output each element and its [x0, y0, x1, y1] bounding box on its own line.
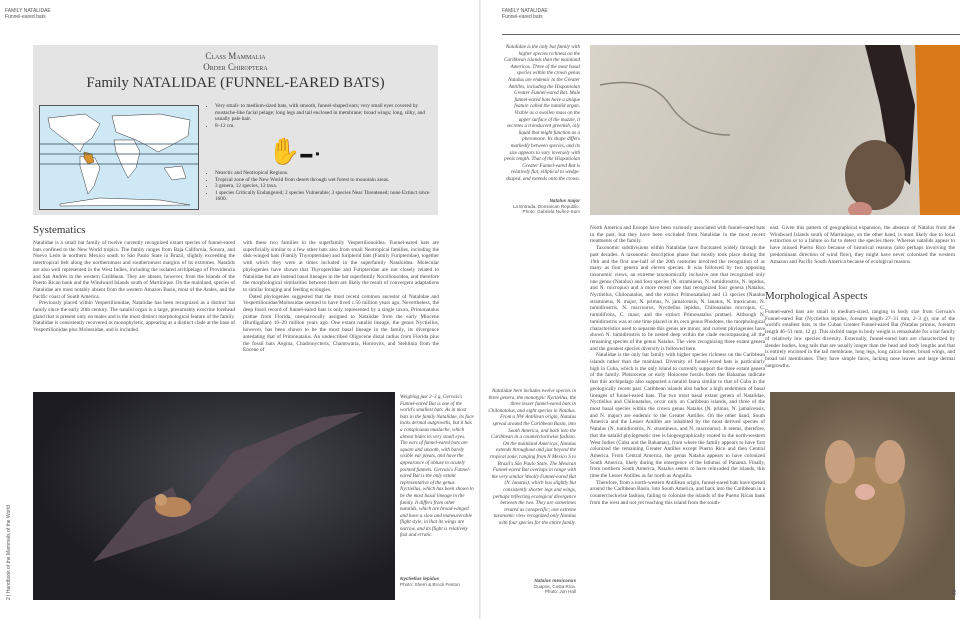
page-folio-left: 2 | Handbook of the Mammals of the World: [6, 505, 12, 600]
photo-credit-block: [400, 576, 474, 587]
photo-credit: Photo: Sherri & Brock Fenton: [400, 581, 460, 587]
fact-item: • 1 species Critically Endangered; 2 species Vulnerable; 3 species Near Threatened; none Extinct since 1600.: [215, 190, 433, 203]
bat-hanging-icon: [590, 45, 960, 215]
paragraph: Dated phylogenies suggested that the most recent common ancestor of Natalidae and Vespertilionidae/Molossidae seemed to have lived c.50 million years ago. Nevertheless, the deep fossil record of funnel-eared bats is only represented by a single taxon, Primonatalus prattae from Florida, unequivocally assigned to Natalidae from the early Miocene (Burdigalian) 16–20 million years ago. One extant natalid lineage, the genus Nyctiellus, however, has been shown to be the most basal lineage in the family, its divergence antedating that of Primonatalus. An undescribed Oligocene distal radius from Florida plus the fossil bats Aegina, Chadronycteris, Chamtwaria, Honrovits, and Stehlinia from the Eocene of: [243, 293, 439, 354]
text-column-right-1: [590, 225, 765, 607]
running-head-subtitle: Funnel-eared bats: [502, 14, 543, 20]
photo-flying-bat: [33, 392, 395, 600]
paragraph: Natalidae is a small bat family of twelve currently recognized extant species of funnel-eared bats confined to the New World tropics. The family ranges from Baja California, Sonora, and Nuevo León in northern Mexico south to São Paulo State in Brazil, slightly exceeding the intertropical belt along the northernmost and southernmost margins of its extremes. Natalids are also well represented in the West Indies, including the isolated archipelago of Providencia and San Andrés in the western Caribbean. They are absent, however, from the islands of the Puerto Rican bank and the Windward Islands south of Martinique. On the mainland, species of Natalidae are most notably absent from the western Amazon Basin, most of the Andes, and the Pacific coast of South America.: [33, 240, 235, 300]
fact-item: • 8–12 cm.: [215, 123, 433, 130]
photo-caption: Weighing just 2–3 g, Gervais's Funnel-eared Bat is one of the world's smallest bats. As in most bats in the family Natalidae, its face lacks dermal outgrowths, but it has a conspicuous mustache, which almost hides its very small eyes. The ears of funnel-eared bats are square and smooth, with barely visible ear pleats, and have the appearance of obtuse to acutely pointed funnels. Gervais's Funnel-eared Bat is the only extant representative of the genus Nyctiellus, which has been shown to be the most basal lineage in the family. It differs from other natalids, which are broad-winged and have a slow and maneuverable flight style, in that its wings are narrow, and its flight is relatively fast and erratic.: [400, 394, 474, 539]
family-title: Family NATALIDAE (FUNNEL-EARED BATS): [86, 75, 385, 91]
distribution-map: [39, 105, 199, 210]
running-head-left: [5, 8, 51, 20]
paragraph: Natalidae is the only bat family with higher species richness on the Caribbean islands rather than the mainland. Diversity of funnel-eared bats is particularly high in Cuba, which is the only island to currently support the three extant genera of the family. Pleistocene or early Holocene fossils from the Bahamas indicate that this archipelago also supported a natalid fauna similar to that of Cuba in the geologically recent past. Caribbean islands also harbor a high endemism of basal lineages of funnel-eared bats. The two most basal extant genera of Natalidae, Nyctiellus and Chilonatalus, occur only on Caribbean islands, and three of the most basal species within the crown genus Natalus (N. primus, N. jamaicensis, and N. major) are endemic to the Greater Antilles. On the other hand, South America and the Lesser Antilles are inhabited by the most derived species of Natalus (N. tumidirostris, N. stramineus, and N. macrourus). It seems, therefore, that the natalid phylogenetic tree is biogeographically rooted in the north-western West Indies (Cuba and the Bahamas), from where the family appears to have first colonized the remaining Greater Antilles except Puerto Rico and then Central America. From Central America, the genus Natalus appears to have colonized South America, likely during the emergence of the Isthmus of Panama. Finally, from northern South America, Natalus seems to have reinvaded the islands, this time the Lesser Antilles as far north as Anguilla.: [590, 352, 765, 480]
species-name: Nyctiellus lepidus: [400, 576, 440, 581]
bat-silhouette-icon: [33, 392, 395, 600]
fact-item: • Tropical zone of the New World from desert through wet forest to mountain areas.: [215, 177, 433, 184]
page-gutter: [479, 0, 481, 619]
bat-portrait-icon: [770, 392, 955, 600]
section-heading-morphology: Morphological Aspects: [765, 290, 868, 302]
paragraph: Previously placed within Vespertilionidae, Natalidae has been recognized as a distinct bat family since the early 20th century. The natalid organ is a large, presumably exocrine forehead gland that is present only on males and is the most distinct morphological feature of the family. Natalidae is consistently recovered as monophyletic, appearing as a distinct clade at the base of Vespertilionidae plus Molossidae, and is included: [33, 300, 235, 334]
running-head-right: [502, 8, 548, 20]
running-head-subtitle: Funnel-eared bats: [5, 14, 46, 20]
order-label: Order Chiroptera: [203, 62, 268, 72]
top-photo-credit-block: [502, 198, 580, 215]
photo-location: La Entrada, Dominican Republic.: [512, 203, 580, 209]
header-rule: [502, 34, 960, 35]
paragraph: Funnel-eared bats are small to medium-sized, ranging in body size from Gervais's Funnel-eared Bat (Nyctiellus lepidus, forearm length 27–31 mm, 2–3 g), one of the world's smallest bats, to the Cuban Greater Funnel-eared Bat (Natalus primus, forearm length 46–51 mm, 12 g). This sixfold range in body weight is remarkable for a bat family of relatively low species diversity. Externally, funnel-eared bats are characterized by slender bodies, long tails that are usually longer than the head and body lengths and that is entirely enclosed in the tail membrane, long legs, long calcar bones, broad wings, and broad tail membranes. They have simple faces, lacking nose leaves and large dermal outgrowths.: [765, 309, 955, 369]
world-map-icon: [40, 106, 198, 209]
top-photo-caption: Natalidae is the only bat family with higher species richness on the Caribbean islands than the mainland Americas. Three of the most basal species within the crown genus Natalus are endemic to the Greater Antilles, including the Hispaniolan Greater Funnel-eared Bat. Male funnel-eared bats have a unique feature called the natalid organ. Visible as a swollen mass on the upper surface of the muzzle, it secretes a translucent greenish, oily liquid that might function as a pheromone. Its shape differs markedly between species, and its size appears to vary inversely with penis length. That of the Hispaniolan Greater Funnel-eared Bat is relatively flat, elliptical to wedge-shaped, and extends onto the crown.: [504, 44, 580, 182]
fact-item: • 3 genera, 12 species, 12 taxa.: [215, 183, 433, 190]
paragraph: Therefore, from a north-western Antillean origin, funnel-eared bats have spread around the Caribbean Basin, into South America, and back into the Caribbean in a counterclockwise fashion, failing to colonize the islands of the Puerto Rican bank from the west and not yet reaching this island from the south-: [590, 479, 765, 506]
paragraph: Taxonomic subdivisions within Natalidae have fluctuated widely through the past decades. A taxonomic description phase that mostly took place during the 19th and the first one-half of the 20th centuries involved the recognition of as many as four genera and eleven species. It was followed by two opposing taxonomic views, an extreme taxonomically inclusive one that recognized only one genus (Natalus) and four species (N. stramineus, N. tumidirostris, N. lepidus, and N. micropus) and a more recent one that recognized four genera (Natalus, Nyctiellus, Chilonatalus, and the extinct Primonatalus) and 13 species (Natalus stramineus, N. major, N. primus, N. jamaicensis, N. lanatus, N. mexicanus, N. tumidirostris, N. macrourus, Nyctiellus lepidus, Chilonatalus micropus, C. tumidifrons, C. maor, and the extinct Primonatalus prattae). Although N. tumidirostris was at one time placed in its own genus Phodotes, the morphological characteristics used to separate this genus are minor, and current phylogenies have shown N. tumidirostris to be nested deep within the clade encompassing all the remaining species of the genus Natalus. The view recognizing three extant genera and the greatest species diversity is followed here.: [590, 245, 765, 352]
paragraph: east. Given this pattern of geographical expansion, the absence of Natalus from the Windward Islands south of Martinique, on the other hand, is most likely due to local extinction or to a failure so far to detect the species there. Whereas natalids appear to have missed Puerto Rico because of historical reasons (also perhaps involving the predominant direction of wind flow), they might have never colonized the western Amazon and Pacific South America because of ecological reasons.: [770, 225, 955, 265]
fact-item: • Nearctic and Neotropical Regions.: [215, 170, 433, 177]
range-facts: [208, 170, 433, 203]
photo-location: Guapos, Costa Rica.: [533, 583, 576, 589]
text-column-right-3: [765, 309, 955, 369]
text-column-1: [33, 240, 235, 388]
photo-hanging-bat: [590, 45, 960, 215]
fact-item: • Very small- to medium-sized bats, with smooth, funnel-shaped ears; very small eyes covered by mustache-like facial pelage; long legs and tail enclosed in membrane; broad wings; long, silky, and usually pale hair.: [215, 103, 433, 123]
class-label: Class Mammalia: [205, 51, 266, 61]
running-head-title: FAMILY NATALIDAE: [5, 8, 51, 14]
bottom-photo-caption: Natalidae here includes twelve species in three genera, the monotypic Nyctiellus, the three lesser funnel-eared bats in Chilonatalus, and eight species in Natalus. From a NW Antillean origin, Natalus spread around the Caribbean Basin, into South America, and back into the Caribbean in a counterclockwise fashion. On the mainland Americas, Natalus extends throughout and just beyond the tropical zone, ranging from N Mexico S to Brazil's São Paulo State. The Mexican Funnel-eared Bat overlaps in range with the very similar Woolly Funnel-eared Bat (N. lanatus), which has slightly but consistently shorter legs and wings, perhaps reflecting ecological divergence between the two. They are sometimes treated as conspecific; one extreme taxonomic view recognized only Natalus with four species for the entire family.: [488, 388, 576, 526]
running-head-title: FAMILY NATALIDAE: [502, 8, 548, 14]
photo-credit: Photo: Gabriela Nuñez-Sum: [522, 209, 580, 215]
text-column-right-2: [770, 225, 955, 265]
family-summary-box: [33, 45, 438, 215]
description-facts: [208, 103, 433, 129]
paragraph: with these two families in the superfamily Vespertilionoidea. Funnel-eared bats are superficially similar to a few other bats also from small Neotropical families, including the disk-winged bats (Family Thyropteridae) and furipterid bats (Family Furipteridae), together with which they were at times included in the superfamily Nataloidea. Molecular phylogenies have shown that Thyropteridae and Furipteridae are not closely related to Natalidae but are instead basal lineages in the bat superfamily Noctilionoidea, and therefore the morphological similarities between them are likely the result of convergent adaptations to similar foraging and feeding ecologies.: [243, 240, 439, 293]
section-heading-systematics: Systematics: [33, 224, 86, 236]
species-name: Natalus major: [549, 198, 580, 203]
photo-credit: Photo: Jon Hall: [544, 589, 576, 595]
text-column-2: [243, 240, 439, 388]
species-name: Natalus mexicanus: [534, 578, 576, 583]
paragraph: North America and Europe have been variously associated with funnel-eared bats in the past, but they have been excluded from Natalidae in the most recent treatments of the family.: [590, 225, 765, 245]
page-folio-right: 95: [952, 589, 958, 595]
photo-mexican-funnel-eared-bat: [770, 392, 955, 600]
hand-size-icon: ✋▬ ▪: [268, 137, 320, 166]
bottom-photo-credit-block: [488, 578, 576, 595]
